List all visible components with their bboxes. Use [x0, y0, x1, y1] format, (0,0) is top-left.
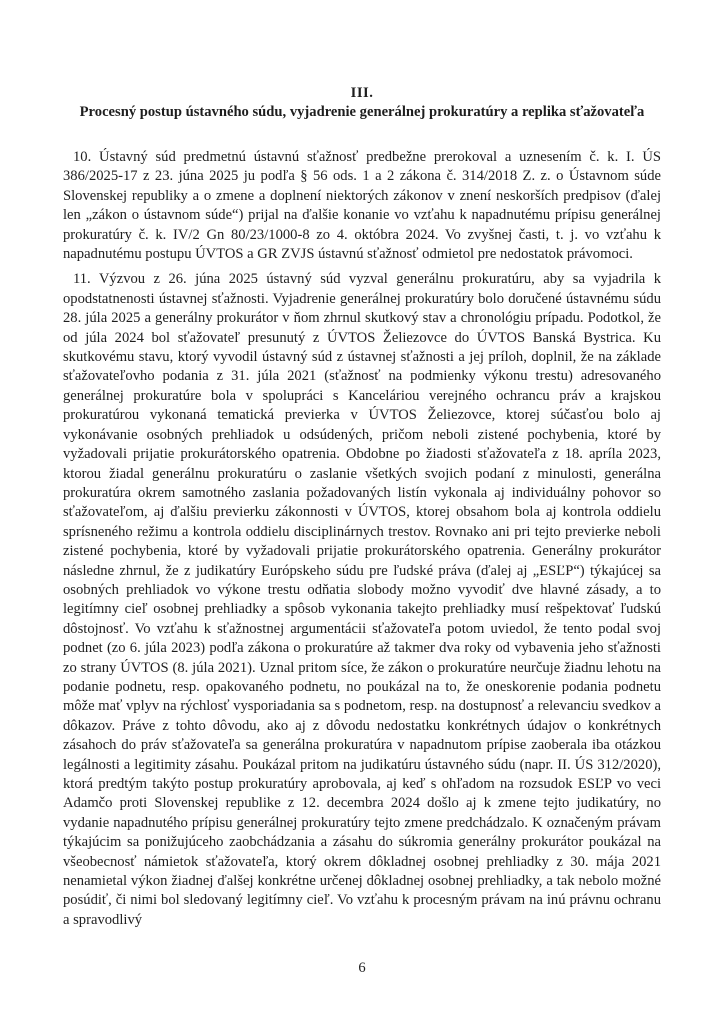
document-body	[63, 148, 661, 930]
page-footer	[0, 959, 724, 977]
section-number: III.	[350, 85, 374, 101]
paragraph-11: 11. Výzvou z 26. júna 2025 ústavný súd vyzval generálnu prokuratúru, aby sa vyjadrila k opodstatnenosti ústavnej sťažnosti. Vyjadrenie generálnej prokuratúry bolo doručené ústavnému súdu 28. júla 2025 a generálny prokurátor v ňom zhrnul skutkový stav a chronológiu prípadu. Podotkol, že od júla 2024 bol sťažovateľ presunutý z ÚVTOS Želiezovce do ÚVTOS Banská Bystrica. Ku skutkovému stavu, ktorý vyvodil ústavný súd z ústavnej sťažnosti a jej príloh, doplnil, že na základe sťažovateľovho podania z 31. júla 2021 (sťažnosť na podmienky výkonu trestu) adresovaného generálnej prokuratúre bola v spolupráci s Kanceláriou verejného ochrancu práv a krajskou prokuratúrou vykonaná tematická previerka v ÚVTOS Želiezovce, ktorej súčasťou bolo aj vykonávanie osobných prehliadok u odsúdených, pričom neboli zistené pochybenia, ktoré by vyžadovali prijatie prokurátorského opatrenia. Obdobne po žiadosti sťažovateľa z 18. apríla 2023, ktorou žiadal generálnu prokuratúru o zaslanie všetkých svojich podaní z minulosti, generálna prokuratúra okrem samotného zaslania požadovaných listín vykonala aj individuálny pohovor so sťažovateľom, aj ďalšiu previerku zákonnosti v ÚVTOS, ktorej obsahom bola aj kontrola oddielu sprísneného režimu a kontrola oddielu disciplinárnych trestov. Rovnako ani pri tejto previerke neboli zistené pochybenia, ktoré by vyžadovali prijatie prokurátorského opatrenia. Generálny prokurátor následne zhrnul, že z judikatúry Európskeho súdu pre ľudské práva (ďalej aj „ESĽP“) týkajúcej sa osobných prehliadok vo výkone trestu odňatia slobody možno vyvodiť dve hlavné zásady, a to legitímny cieľ osobnej prehliadky a spôsob vykonania takejto prehliadky musí rešpektovať ľudskú dôstojnosť. Vo vzťahu k sťažnostnej argumentácii sťažovateľa potom uviedol, že tento podal svoj podnet (zo 6. júla 2023) podľa zákona o prokuratúre až takmer dva roky od vybavenia jeho sťažnosti zo strany ÚVTOS (8. júla 2021). Uznal pritom síce, že zákon o prokuratúre neurčuje žiadnu lehotu na podanie podnetu, resp. opakovaného podnetu, no poukázal na to, že oneskorenie podania podnetu môže mať vplyv na rýchlosť vysporiadania sa s podnetom, resp. na dostupnosť a relevanciu svedkov a dôkazov. Práve z tohto dôvodu, ako aj z dôvodu nedostatku konkrétnych údajov o konkrétnych zásahoch do práv sťažovateľa sa generálna prokuratúra v napadnutom prípise zaoberala iba otázkou legálnosti a legitimity zásahu. Poukázal pritom na judikatúru ústavného súdu (napr. II. ÚS 312/2020), ktorá predtým takýto postup prokuratúry aprobovala, aj keď s ohľadom na rozsudok ESĽP vo veci Adamčo proti Slovenskej republike z 12. decembra 2024 došlo aj k zmene tejto judikatúry, no vydanie napadnutého prípisu generálnej prokuratúry tejto zmene predchádzalo. K označeným právam týkajúcim sa ponižujúceho zaobchádzania a zásahu do súkromia generálny prokurátor poukázal na všeobecnosť námietok sťažovateľa, ktorý okrem dôkladnej osobnej prehliadky z 30. mája 2021 nenamietal výkon žiadnej ďalšej konkrétne určenej dôkladnej osobnej prehliadky, a tak nebolo možné posúdiť, či nimi bol sledovaný legitímny cieľ. Vo vzťahu k procesným právam na inú právnu ochranu a spravodlivý	[63, 271, 661, 928]
paragraph-10: 10. Ústavný súd predmetnú ústavnú sťažnosť predbežne prerokoval a uznesením č. k. I. ÚS 386/2025-17 z 23. júna 2025 ju podľa § 56 ods. 1 a 2 zákona č. 314/2018 Z. z. o Ústavnom súde Slovenskej republiky a o zmene a doplnení niektorých zákonov v znení neskorších predpisov (ďalej len „zákon o ústavnom súde“) prijal na ďalšie konanie vo vzťahu k napadnutému prípisu generálnej prokuratúry č. k. IV/2 Gn 80/23/1000-8 zo 4. októbra 2024. Vo zvyšnej časti, t. j. vo vzťahu k napadnutému postupu ÚVTOS a GR ZVJS ústavnú sťažnosť odmietol pre nedostatok právomoci.	[63, 149, 661, 263]
page-number: 6	[358, 960, 366, 976]
section-title: Procesný postup ústavného súdu, vyjadrenie generálnej prokuratúry a replika sťažovateľa	[79, 104, 645, 120]
section-heading	[0, 0, 724, 122]
